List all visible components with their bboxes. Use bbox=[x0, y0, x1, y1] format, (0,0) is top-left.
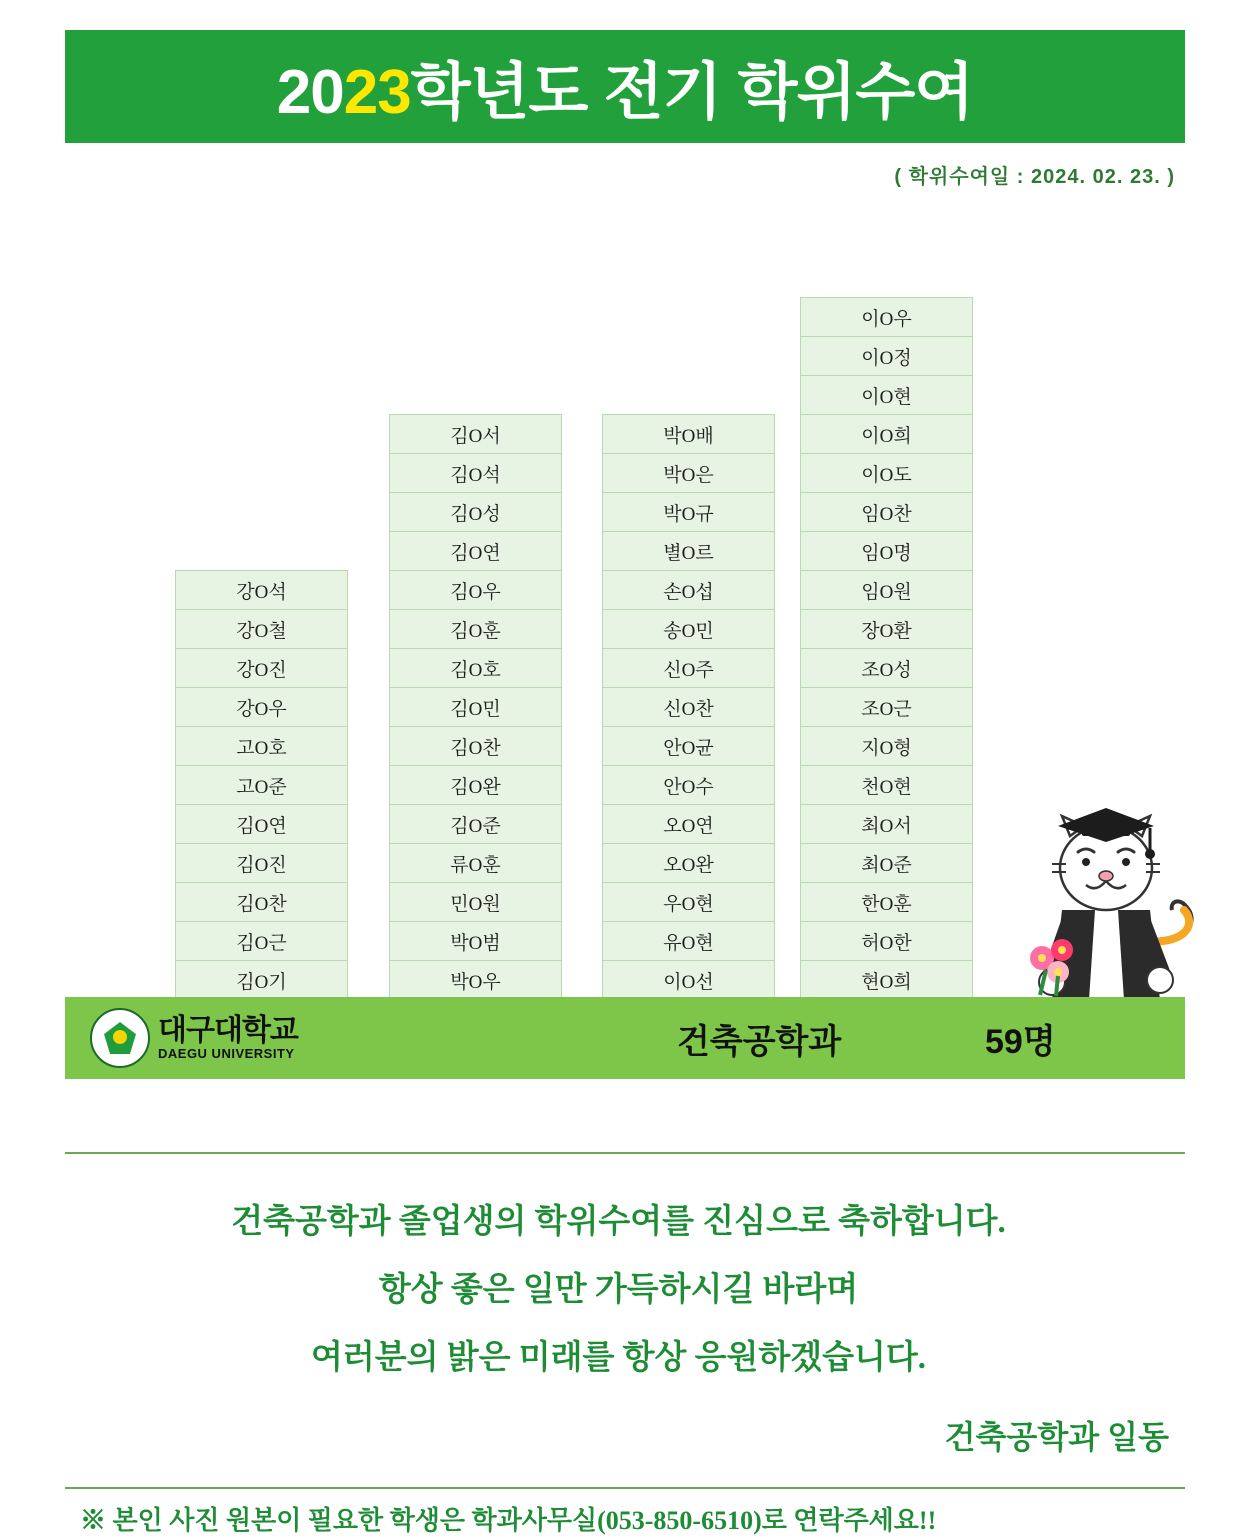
graduate-name-cell: 김O연 bbox=[175, 804, 348, 844]
graduate-name-cell: 송O민 bbox=[602, 609, 775, 649]
graduate-name-cell: 박O은 bbox=[602, 453, 775, 493]
university-name-kr: 대구대학교 bbox=[158, 1014, 298, 1048]
graduate-name-cell: 임O원 bbox=[800, 570, 973, 610]
university-emblem-icon bbox=[90, 1008, 150, 1068]
university-name-en: DAEGU UNIVERSITY bbox=[158, 1045, 295, 1061]
graduate-name-cell: 이O선 bbox=[602, 960, 775, 1000]
graduate-name-cell: 강O석 bbox=[175, 570, 348, 610]
graduate-name-cell: 이O정 bbox=[800, 336, 973, 376]
title-highlight: 23 bbox=[343, 58, 411, 127]
graduate-name-cell: 오O연 bbox=[602, 804, 775, 844]
graduate-name-cell: 강O진 bbox=[175, 648, 348, 688]
message-line: 여러분의 밝은 미래를 항상 응원하겠습니다. bbox=[310, 1340, 927, 1376]
name-column bbox=[389, 415, 562, 1000]
graduate-name-cell: 신O주 bbox=[602, 648, 775, 688]
graduate-name-cell: 김O찬 bbox=[389, 726, 562, 766]
tiger-mascot-icon bbox=[1000, 790, 1215, 1005]
graduate-name-cell: 유O현 bbox=[602, 921, 775, 961]
department-bar bbox=[65, 997, 1185, 1079]
university-logo bbox=[90, 1008, 390, 1068]
graduate-name-cell: 안O균 bbox=[602, 726, 775, 766]
graduate-name-cell: 김O준 bbox=[389, 804, 562, 844]
graduate-name-cell: 김O호 bbox=[389, 648, 562, 688]
university-logo-text bbox=[158, 1015, 298, 1060]
graduate-name-cell: 조O근 bbox=[800, 687, 973, 727]
graduate-name-cell: 김O연 bbox=[389, 531, 562, 571]
graduate-name-cell: 신O찬 bbox=[602, 687, 775, 727]
divider-bottom bbox=[65, 1487, 1185, 1489]
graduate-name-cell: 박O우 bbox=[389, 960, 562, 1000]
graduate-name-cell: 허O한 bbox=[800, 921, 973, 961]
contact-notice: ※ 본인 사진 원본이 필요한 학생은 학과사무실(053-850-6510)로 연락주세요!! bbox=[80, 1506, 937, 1535]
graduate-name-cell: 오O완 bbox=[602, 843, 775, 883]
name-column bbox=[800, 298, 973, 1000]
department-name: 건축공학과 bbox=[677, 1022, 842, 1061]
graduate-name-cell: 우O현 bbox=[602, 882, 775, 922]
graduate-name-cell: 이O현 bbox=[800, 375, 973, 415]
graduate-name-cell: 임O명 bbox=[800, 531, 973, 571]
divider-top bbox=[65, 1152, 1185, 1154]
graduate-name-cell: 임O찬 bbox=[800, 492, 973, 532]
graduate-name-cell: 천O현 bbox=[800, 765, 973, 805]
graduate-name-cell: 박O범 bbox=[389, 921, 562, 961]
graduate-name-cell: 최O서 bbox=[800, 804, 973, 844]
graduate-name-cell: 별O르 bbox=[602, 531, 775, 571]
graduate-name-cell: 이O희 bbox=[800, 414, 973, 454]
graduate-name-cell: 김O찬 bbox=[175, 882, 348, 922]
graduate-name-cell: 고O호 bbox=[175, 726, 348, 766]
graduate-name-cell: 안O수 bbox=[602, 765, 775, 805]
graduate-name-cell: 이O도 bbox=[800, 453, 973, 493]
graduate-name-cell: 김O민 bbox=[389, 687, 562, 727]
graduate-count: 59명 bbox=[985, 1022, 1056, 1061]
graduate-name-cell: 손O섭 bbox=[602, 570, 775, 610]
graduate-name-cell: 김O기 bbox=[175, 960, 348, 1000]
graduate-name-cell: 이O우 bbox=[800, 297, 973, 337]
message-signature: 건축공학과 일동 bbox=[944, 1419, 1169, 1455]
graduate-name-cell: 김O석 bbox=[389, 453, 562, 493]
graduate-name-cell: 김O완 bbox=[389, 765, 562, 805]
graduate-name-cell: 김O진 bbox=[175, 843, 348, 883]
graduate-name-cell: 장O환 bbox=[800, 609, 973, 649]
graduate-name-cell: 김O서 bbox=[389, 414, 562, 454]
graduate-name-cell: 강O우 bbox=[175, 687, 348, 727]
message-line: 항상 좋은 일만 가득하시길 바라며 bbox=[378, 1272, 859, 1308]
graduate-name-cell: 김O훈 bbox=[389, 609, 562, 649]
graduate-name-cell: 한O훈 bbox=[800, 882, 973, 922]
title-prefix: 20 bbox=[276, 58, 344, 127]
header-banner bbox=[65, 30, 1185, 143]
graduate-name-cell: 강O철 bbox=[175, 609, 348, 649]
message-line: 건축공학과 졸업생의 학위수여를 진심으로 축하합니다. bbox=[231, 1204, 1006, 1240]
graduate-name-cell: 박O규 bbox=[602, 492, 775, 532]
graduate-name-cell: 김O근 bbox=[175, 921, 348, 961]
ceremony-date: ( 학위수여일 : 2024. 02. 23. ) bbox=[894, 166, 1175, 188]
page-title bbox=[277, 42, 973, 131]
graduate-name-cell: 민O원 bbox=[389, 882, 562, 922]
graduate-name-cell: 박O배 bbox=[602, 414, 775, 454]
graduate-name-cell: 조O성 bbox=[800, 648, 973, 688]
graduate-name-cell: 현O희 bbox=[800, 960, 973, 1000]
graduate-name-cell: 지O형 bbox=[800, 726, 973, 766]
graduate-name-cell: 고O준 bbox=[175, 765, 348, 805]
name-column bbox=[175, 571, 348, 1000]
graduate-name-cell: 김O우 bbox=[389, 570, 562, 610]
graduate-name-cell: 김O성 bbox=[389, 492, 562, 532]
title-suffix: 학년도 전기 학위수여 bbox=[410, 58, 974, 127]
name-column bbox=[602, 415, 775, 1000]
graduate-name-cell: 류O훈 bbox=[389, 843, 562, 883]
graduate-name-cell: 최O준 bbox=[800, 843, 973, 883]
